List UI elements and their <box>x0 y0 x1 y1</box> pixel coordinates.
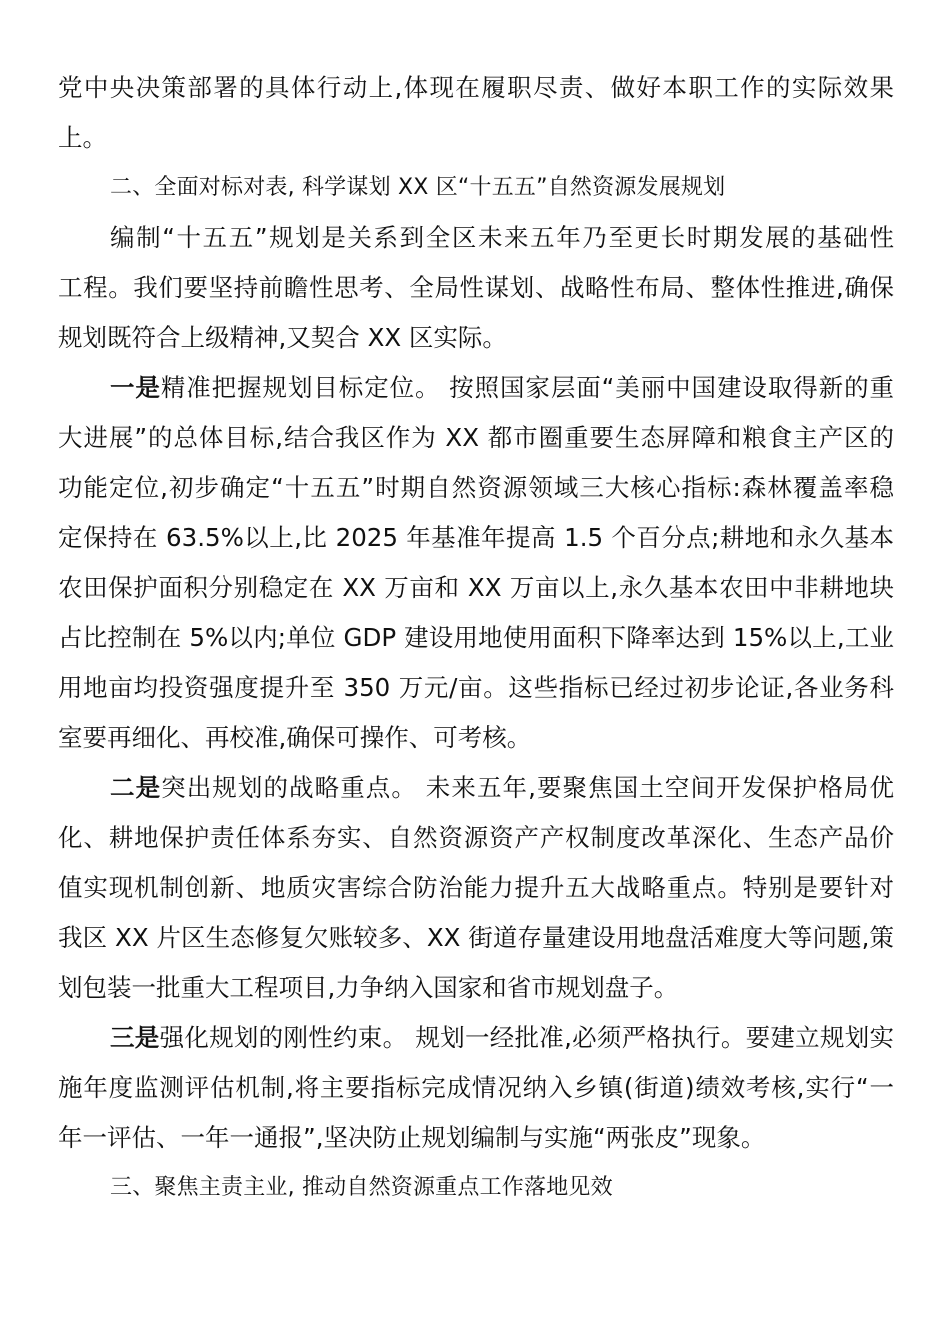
paragraph-point-3 <box>58 1013 894 1163</box>
text-line <box>58 363 894 413</box>
text-line: 用地亩均投资强度提升至 350 万元/亩。这些指标已经过初步论证,各业务科 <box>58 673 894 702</box>
text-line: 编制“十五五”规划是关系到全区未来五年乃至更长时期发展的基础性 <box>110 223 894 252</box>
section-heading-3: 三、聚焦主责主业, 推动自然资源重点工作落地见效 <box>110 1175 613 1200</box>
text-line: 党中央决策部署的具体行动上,体现在履职尽责、做好本职工作的实际效果 <box>58 73 894 102</box>
document-page <box>58 63 894 1213</box>
text-line: 占比控制在 5%以内;单位 GDP 建设用地使用面积下降率达到 15%以上,工业 <box>58 623 894 652</box>
point-lead-label: 二是 <box>110 773 162 802</box>
text-line: 施年度监测评估机制,将主要指标完成情况纳入乡镇(街道)绩效考核,实行“一 <box>58 1073 894 1102</box>
point-title-text: 精准把握规划目标定位。 按照国家层面“美丽中国建设取得新的重 <box>160 373 894 402</box>
paragraph-section-2-intro <box>58 213 894 363</box>
text-line: 化、耕地保护责任体系夯实、自然资源资产产权制度改革深化、生态产品价 <box>58 823 894 852</box>
text-line: 我区 XX 片区生态修复欠账较多、XX 街道存量建设用地盘活难度大等问题,策 <box>58 923 894 952</box>
point-title-text: 强化规划的刚性约束。 规划一经批准,必须严格执行。要建立规划实 <box>159 1023 894 1052</box>
section-heading-2: 二、全面对标对表, 科学谋划 XX 区“十五五”自然资源发展规划 <box>110 175 726 200</box>
text-line: 规划既符合上级精神,又契合 XX 区实际。 <box>58 323 507 352</box>
text-line: 室要再细化、再校准,确保可操作、可考核。 <box>58 723 532 752</box>
paragraph-point-1 <box>58 363 894 763</box>
text-line: 定保持在 63.5%以上,比 2025 年基准年提高 1.5 个百分点;耕地和永久基本 <box>58 523 894 552</box>
text-line: 划包装一批重大工程项目,力争纳入国家和省市规划盘子。 <box>58 973 679 1002</box>
text-line: 值实现机制创新、地质灾害综合防治能力提升五大战略重点。特别是要针对 <box>58 873 894 902</box>
text-line: 农田保护面积分别稳定在 XX 万亩和 XX 万亩以上,永久基本农田中非耕地块 <box>58 573 894 602</box>
point-title-text: 突出规划的战略重点。 未来五年,要聚焦国土空间开发保护格局优 <box>161 773 894 802</box>
text-line: 大进展”的总体目标,结合我区作为 XX 都市圈重要生态屏障和粮食主产区的 <box>58 423 894 452</box>
text-line <box>58 1013 894 1063</box>
text-line: 工程。我们要坚持前瞻性思考、全局性谋划、战略性布局、整体性推进,确保 <box>58 273 894 302</box>
text-line <box>58 763 894 813</box>
point-lead-label: 一是 <box>110 373 161 402</box>
paragraph-intro-tail <box>58 63 894 163</box>
point-lead-label: 三是 <box>110 1023 160 1052</box>
text-line: 功能定位,初步确定“十五五”时期自然资源领域三大核心指标:森林覆盖率稳 <box>58 473 894 502</box>
paragraph-point-2 <box>58 763 894 1013</box>
text-line: 年一评估、一年一通报”,坚决防止规划编制与实施“两张皮”现象。 <box>58 1123 766 1152</box>
text-line: 上。 <box>58 123 107 152</box>
